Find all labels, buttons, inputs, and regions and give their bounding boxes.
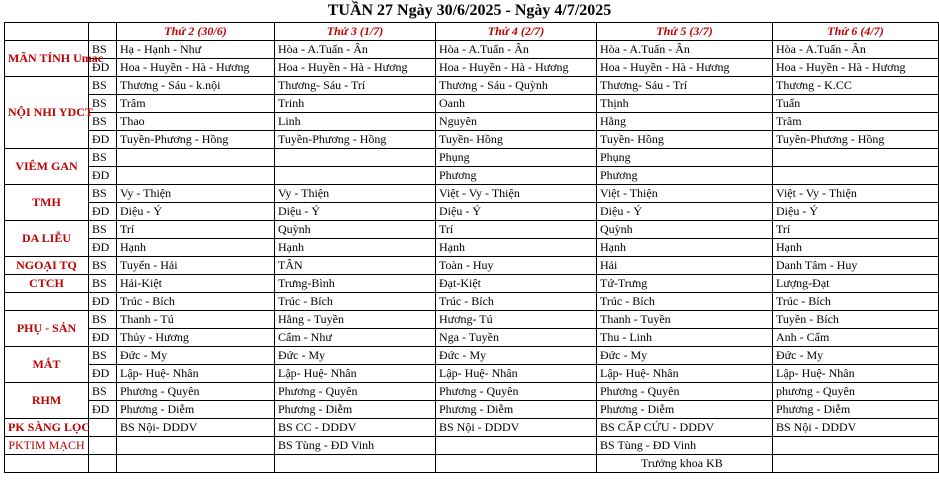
schedule-cell[interactable] xyxy=(773,437,939,455)
schedule-cell[interactable]: Việt - Vy - Thiện xyxy=(773,185,939,203)
schedule-table xyxy=(4,22,939,473)
schedule-cell[interactable]: Lập- Huệ- Nhân xyxy=(275,365,436,383)
schedule-cell[interactable]: Trúc - Bích xyxy=(275,293,436,311)
schedule-cell[interactable] xyxy=(117,149,275,167)
schedule-cell[interactable]: Thịnh xyxy=(597,95,773,113)
schedule-cell[interactable]: Thanh - Tú xyxy=(117,311,275,329)
dept-ngoai-tq[interactable]: NGOẠI TQ xyxy=(5,257,89,275)
day-header[interactable]: Thứ 4 (2/7) xyxy=(436,23,597,41)
schedule-cell[interactable]: Thương - K.CC xyxy=(773,77,939,95)
schedule-cell[interactable]: Lập- Huệ- Nhân xyxy=(773,365,939,383)
schedule-cell[interactable]: Quỳnh xyxy=(597,221,773,239)
schedule-cell[interactable]: Tuyền - Bích xyxy=(773,311,939,329)
schedule-cell[interactable]: Lập- Huệ- Nhân xyxy=(117,365,275,383)
signature-label: Trưởng khoa KB xyxy=(597,455,773,473)
schedule-cell[interactable]: Vy - Thiện xyxy=(117,185,275,203)
schedule-cell[interactable] xyxy=(275,149,436,167)
header-corner-role xyxy=(89,23,117,41)
schedule-cell[interactable]: Hoa - Huyền - Hà - Hương xyxy=(436,59,597,77)
schedule-cell[interactable]: Trâm xyxy=(117,95,275,113)
schedule-cell[interactable]: Hải xyxy=(597,257,773,275)
schedule-cell[interactable]: Phương - Quyên xyxy=(117,383,275,401)
table-row xyxy=(5,131,939,149)
footer-blank xyxy=(436,455,597,473)
schedule-cell[interactable]: Diệu - Ý xyxy=(597,203,773,221)
table-row xyxy=(5,437,939,455)
schedule-cell[interactable]: Linh xyxy=(275,113,436,131)
role-cell[interactable]: BS xyxy=(89,221,117,239)
dept-noi-nhi[interactable]: NỘI NHI YDCT xyxy=(5,77,89,149)
footer-blank xyxy=(275,455,436,473)
schedule-cell[interactable]: Phương - Quyên xyxy=(597,383,773,401)
schedule-cell[interactable]: Thương - Sáu - Quỳnh xyxy=(436,77,597,95)
dept-man-tinh[interactable]: MÃN TÍNH Umac xyxy=(5,41,89,77)
role-cell[interactable]: BS xyxy=(89,77,117,95)
header-row xyxy=(5,23,939,41)
schedule-cell[interactable]: BS CC - DDDV xyxy=(275,419,436,437)
schedule-cell[interactable]: Hạnh xyxy=(275,239,436,257)
schedule-cell[interactable]: Việt - Vy - Thiện xyxy=(436,185,597,203)
role-cell[interactable] xyxy=(89,419,117,437)
schedule-cell[interactable]: Cẩm - Như xyxy=(275,329,436,347)
schedule-cell[interactable]: Hạ - Hạnh - Như xyxy=(117,41,275,59)
table-row xyxy=(5,185,939,203)
dept-blank xyxy=(5,293,89,311)
role-cell[interactable]: ĐD xyxy=(89,131,117,149)
role-cell[interactable]: BS xyxy=(89,95,117,113)
schedule-cell[interactable]: Thủy - Hương xyxy=(117,329,275,347)
schedule-cell[interactable]: Hạnh xyxy=(773,239,939,257)
table-row xyxy=(5,59,939,77)
table-row xyxy=(5,77,939,95)
table-row xyxy=(5,311,939,329)
schedule-cell[interactable]: Trúc - Bích xyxy=(597,293,773,311)
dept-rhm[interactable]: RHM xyxy=(5,383,89,419)
day-header[interactable]: Thứ 5 (3/7) xyxy=(597,23,773,41)
schedule-cell[interactable]: BS Nội - DDDV xyxy=(436,419,597,437)
schedule-cell[interactable]: Thương - Sáu - k.nội xyxy=(117,77,275,95)
role-cell[interactable]: ĐD xyxy=(89,203,117,221)
schedule-cell[interactable]: Trúc - Bích xyxy=(436,293,597,311)
table-row xyxy=(5,167,939,185)
schedule-cell[interactable]: Oanh xyxy=(436,95,597,113)
schedule-cell[interactable]: Hoa - Huyền - Hà - Hương xyxy=(597,59,773,77)
footer-blank xyxy=(117,455,275,473)
role-cell[interactable]: ĐD xyxy=(89,329,117,347)
header-corner xyxy=(5,23,89,41)
schedule-cell[interactable]: Phương - Diễm xyxy=(275,401,436,419)
schedule-cell[interactable]: Hạnh xyxy=(117,239,275,257)
dept-tmh[interactable]: TMH xyxy=(5,185,89,221)
schedule-cell[interactable]: Diệu - Ý xyxy=(436,203,597,221)
schedule-cell[interactable]: Trâm xyxy=(773,113,939,131)
schedule-cell[interactable]: Anh - Cẩm xyxy=(773,329,939,347)
schedule-cell[interactable]: Hạnh xyxy=(436,239,597,257)
dept-da-lieu[interactable]: DA LIỄU xyxy=(5,221,89,257)
schedule-cell[interactable]: Thao xyxy=(117,113,275,131)
dept-mat[interactable]: MẮT xyxy=(5,347,89,383)
schedule-cell[interactable]: Hoa - Huyền - Hà - Hương xyxy=(117,59,275,77)
schedule-cell[interactable] xyxy=(117,167,275,185)
schedule-cell[interactable]: Diệu - Ý xyxy=(773,203,939,221)
footer-blank xyxy=(5,455,89,473)
schedule-cell[interactable]: Hòa - A.Tuấn - Ân xyxy=(436,41,597,59)
role-cell[interactable]: ĐD xyxy=(89,239,117,257)
role-cell[interactable]: ĐD xyxy=(89,293,117,311)
schedule-cell[interactable]: Thu - Linh xyxy=(597,329,773,347)
schedule-cell[interactable]: Phụng xyxy=(436,149,597,167)
role-cell[interactable]: BS xyxy=(89,113,117,131)
table-row xyxy=(5,95,939,113)
schedule-cell[interactable]: Tuyền- Hồng xyxy=(597,131,773,149)
table-row xyxy=(5,275,939,293)
schedule-cell[interactable]: BS Nội - DDDV xyxy=(773,419,939,437)
role-cell[interactable]: ĐD xyxy=(89,401,117,419)
schedule-cell[interactable]: Hải-Kiệt xyxy=(117,275,275,293)
schedule-cell[interactable]: BS Tùng - ĐD Vinh xyxy=(597,437,773,455)
schedule-cell[interactable]: Trinh xyxy=(275,95,436,113)
schedule-cell[interactable]: Phương - Diễm xyxy=(773,401,939,419)
schedule-cell[interactable]: Tuyền-Phương - Hồng xyxy=(773,131,939,149)
schedule-cell[interactable]: BS Tùng - ĐD Vinh xyxy=(275,437,436,455)
table-row xyxy=(5,419,939,437)
schedule-cell[interactable]: Hòa - A.Tuấn - Ân xyxy=(773,41,939,59)
table-row xyxy=(5,257,939,275)
role-cell[interactable]: BS xyxy=(89,149,117,167)
schedule-cell[interactable]: Diệu - Ý xyxy=(275,203,436,221)
schedule-cell[interactable]: Phương - Quyên xyxy=(275,383,436,401)
table-row xyxy=(5,203,939,221)
schedule-cell[interactable]: Diệu - Ý xyxy=(117,203,275,221)
schedule-cell[interactable]: Lập- Huệ- Nhân xyxy=(597,365,773,383)
table-row xyxy=(5,41,939,59)
role-cell[interactable]: BS xyxy=(89,257,117,275)
day-header[interactable]: Thứ 2 (30/6) xyxy=(117,23,275,41)
schedule-cell[interactable]: Đạt-Kiệt xyxy=(436,275,597,293)
schedule-cell[interactable]: Hòa - A.Tuấn - Ân xyxy=(597,41,773,59)
schedule-cell[interactable]: Đức - My xyxy=(597,347,773,365)
schedule-cell[interactable]: Trí xyxy=(773,221,939,239)
dept-phu-san[interactable]: PHỤ - SẢN xyxy=(5,311,89,347)
schedule-cell[interactable] xyxy=(773,167,939,185)
schedule-cell[interactable]: Trúc - Bích xyxy=(773,293,939,311)
schedule-cell[interactable]: Đức - My xyxy=(773,347,939,365)
schedule-cell[interactable]: Đức - My xyxy=(436,347,597,365)
schedule-cell[interactable]: phương - Quyên xyxy=(773,383,939,401)
schedule-cell[interactable]: Đức - My xyxy=(275,347,436,365)
footer-blank xyxy=(773,455,939,473)
schedule-cell[interactable]: Nga - Tuyền xyxy=(436,329,597,347)
schedule-cell[interactable]: Toàn - Huy xyxy=(436,257,597,275)
dept-pk-sang-loc[interactable]: PK SÀNG LỌC xyxy=(5,419,89,437)
table-row xyxy=(5,239,939,257)
role-cell[interactable]: BS xyxy=(89,347,117,365)
table-row xyxy=(5,149,939,167)
schedule-cell[interactable]: Hòa - A.Tuấn - Ân xyxy=(275,41,436,59)
schedule-cell[interactable]: Hằng xyxy=(597,113,773,131)
schedule-cell[interactable]: Phương - Diễm xyxy=(117,401,275,419)
table-row xyxy=(5,401,939,419)
table-row xyxy=(5,113,939,131)
schedule-cell[interactable] xyxy=(117,437,275,455)
schedule-cell[interactable]: Vy - Thiện xyxy=(275,185,436,203)
schedule-cell[interactable]: Trúc - Bích xyxy=(117,293,275,311)
schedule-cell[interactable]: Hoa - Huyền - Hà - Hương xyxy=(773,59,939,77)
table-row xyxy=(5,329,939,347)
schedule-cell[interactable]: Thương- Sáu - Trí xyxy=(275,77,436,95)
schedule-cell[interactable]: Thanh - Tuyền xyxy=(597,311,773,329)
schedule-cell[interactable]: Phương xyxy=(597,167,773,185)
schedule-cell[interactable]: Phương xyxy=(436,167,597,185)
dept-viem-gan[interactable]: VIÊM GAN xyxy=(5,149,89,185)
schedule-cell[interactable]: Đức - My xyxy=(117,347,275,365)
schedule-cell[interactable]: Hương- Tú xyxy=(436,311,597,329)
schedule-cell[interactable]: BS CẤP CỨU - DDDV xyxy=(597,419,773,437)
schedule-cell[interactable]: Phụng xyxy=(597,149,773,167)
role-cell[interactable]: BS xyxy=(89,185,117,203)
schedule-cell[interactable]: Nguyên xyxy=(436,113,597,131)
dept-ctch[interactable]: CTCH xyxy=(5,275,89,293)
schedule-cell[interactable]: Trí xyxy=(436,221,597,239)
schedule-cell[interactable] xyxy=(773,149,939,167)
table-row xyxy=(5,347,939,365)
role-cell[interactable]: BS xyxy=(89,275,117,293)
role-cell[interactable]: ĐD xyxy=(89,365,117,383)
schedule-cell[interactable]: Tuyển - Hải xyxy=(117,257,275,275)
role-cell[interactable]: ĐD xyxy=(89,167,117,185)
footer-row xyxy=(5,455,939,473)
dept-pk-tim-mach[interactable]: PKTIM MẠCH xyxy=(5,437,89,455)
table-row xyxy=(5,293,939,311)
schedule-cell[interactable]: Tuyền- Hồng xyxy=(436,131,597,149)
schedule-cell[interactable]: Trưng-Bình xyxy=(275,275,436,293)
schedule-cell[interactable] xyxy=(436,437,597,455)
day-header[interactable]: Thứ 3 (1/7) xyxy=(275,23,436,41)
schedule-cell[interactable]: TÂN xyxy=(275,257,436,275)
role-cell[interactable] xyxy=(89,437,117,455)
schedule-cell[interactable]: Tứ-Trưng xyxy=(597,275,773,293)
schedule-cell[interactable]: Việt - Thiện xyxy=(597,185,773,203)
schedule-cell[interactable]: Tuyền-Phương - Hồng xyxy=(275,131,436,149)
schedule-cell[interactable]: Hạnh xyxy=(597,239,773,257)
table-row xyxy=(5,365,939,383)
page-title: TUẦN 27 Ngày 30/6/2025 - Ngày 4/7/2025 xyxy=(327,2,612,19)
schedule-cell[interactable]: BS Nội- DDDV xyxy=(117,419,275,437)
footer-blank xyxy=(89,455,117,473)
schedule-cell[interactable]: Thương- Sáu - Trí xyxy=(597,77,773,95)
role-cell[interactable]: BS xyxy=(89,383,117,401)
schedule-cell[interactable]: Tuấn xyxy=(773,95,939,113)
schedule-cell[interactable]: Phương - Diễm xyxy=(436,401,597,419)
schedule-cell[interactable]: Hằng - Tuyền xyxy=(275,311,436,329)
schedule-cell[interactable]: Trí xyxy=(117,221,275,239)
table-row xyxy=(5,383,939,401)
schedule-cell[interactable]: Phương - Quyên xyxy=(436,383,597,401)
role-cell[interactable]: ĐD xyxy=(89,59,117,77)
role-cell[interactable]: BS xyxy=(89,41,117,59)
day-header[interactable]: Thứ 6 (4/7) xyxy=(773,23,939,41)
schedule-cell[interactable]: Lập- Huệ- Nhân xyxy=(436,365,597,383)
schedule-cell[interactable] xyxy=(275,167,436,185)
schedule-cell[interactable]: Phương - Diễm xyxy=(597,401,773,419)
table-row xyxy=(5,221,939,239)
schedule-cell[interactable]: Quỳnh xyxy=(275,221,436,239)
schedule-cell[interactable]: Tuyền-Phương - Hồng xyxy=(117,131,275,149)
schedule-cell[interactable]: Hoa - Huyền - Hà - Hương xyxy=(275,59,436,77)
schedule-cell[interactable]: Lượng-Đạt xyxy=(773,275,939,293)
schedule-cell[interactable]: Danh Tâm - Huy xyxy=(773,257,939,275)
role-cell[interactable]: BS xyxy=(89,311,117,329)
